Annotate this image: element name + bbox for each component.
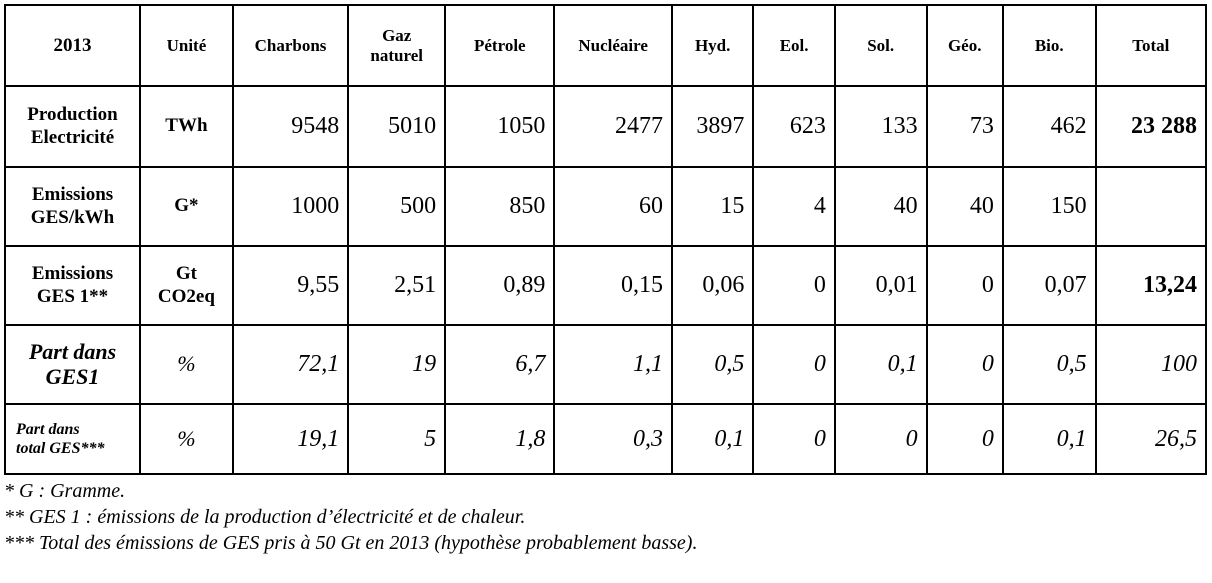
cell-total: 23 288 <box>1096 86 1206 167</box>
row-label: Part dans total GES*** <box>5 404 140 474</box>
cell-value: 0,1 <box>1003 404 1096 474</box>
row-unit: % <box>140 325 233 404</box>
cell-value: 6,7 <box>445 325 554 404</box>
header-gaz-naturel: Gaz naturel <box>348 5 445 86</box>
footnotes <box>4 478 1207 556</box>
header-bio: Bio. <box>1003 5 1096 86</box>
cell-value: 1,8 <box>445 404 554 474</box>
header-year: 2013 <box>5 5 140 86</box>
table-row <box>5 404 1206 474</box>
cell-value: 1050 <box>445 86 554 167</box>
cell-total <box>1096 167 1206 246</box>
cell-value: 462 <box>1003 86 1096 167</box>
cell-value: 0,15 <box>554 246 672 325</box>
cell-value: 0 <box>753 404 834 474</box>
cell-value: 1000 <box>233 167 348 246</box>
cell-value: 0 <box>753 246 834 325</box>
header-eol: Eol. <box>753 5 834 86</box>
footnote: ** GES 1 : émissions de la production d’électricité et de chaleur. <box>4 506 526 528</box>
cell-value: 0 <box>753 325 834 404</box>
header-geo: Géo. <box>927 5 1003 86</box>
document <box>4 4 1207 556</box>
footnote: *** Total des émissions de GES pris à 50 Gt en 2013 (hypothèse probablement basse). <box>4 532 698 554</box>
footnote: * G : Gramme. <box>4 480 126 502</box>
row-unit: % <box>140 404 233 474</box>
row-label: Emissions GES 1** <box>5 246 140 325</box>
cell-value: 73 <box>927 86 1003 167</box>
row-label: Emissions GES/kWh <box>5 167 140 246</box>
electricity-emissions-table <box>4 4 1207 475</box>
cell-value: 72,1 <box>233 325 348 404</box>
table-row <box>5 167 1206 246</box>
row-unit: TWh <box>140 86 233 167</box>
cell-value: 0 <box>927 404 1003 474</box>
cell-value: 4 <box>753 167 834 246</box>
cell-value: 0,3 <box>554 404 672 474</box>
cell-value: 0,01 <box>835 246 927 325</box>
cell-value: 0,5 <box>672 325 753 404</box>
header-hyd: Hyd. <box>672 5 753 86</box>
cell-value: 2477 <box>554 86 672 167</box>
cell-value: 0,5 <box>1003 325 1096 404</box>
cell-value: 5 <box>348 404 445 474</box>
cell-value: 0,89 <box>445 246 554 325</box>
cell-value: 0 <box>927 246 1003 325</box>
row-unit: G* <box>140 167 233 246</box>
cell-value: 850 <box>445 167 554 246</box>
cell-value: 500 <box>348 167 445 246</box>
header-nucleaire: Nucléaire <box>554 5 672 86</box>
cell-value: 0 <box>835 404 927 474</box>
cell-value: 3897 <box>672 86 753 167</box>
cell-value: 0,1 <box>835 325 927 404</box>
cell-value: 623 <box>753 86 834 167</box>
cell-total: 13,24 <box>1096 246 1206 325</box>
cell-value: 40 <box>835 167 927 246</box>
row-unit: Gt CO2eq <box>140 246 233 325</box>
cell-value: 60 <box>554 167 672 246</box>
cell-value: 0,1 <box>672 404 753 474</box>
header-row <box>5 5 1206 86</box>
table-row <box>5 246 1206 325</box>
cell-value: 150 <box>1003 167 1096 246</box>
header-total: Total <box>1096 5 1206 86</box>
cell-value: 19,1 <box>233 404 348 474</box>
cell-value: 0,07 <box>1003 246 1096 325</box>
cell-total: 26,5 <box>1096 404 1206 474</box>
cell-value: 9548 <box>233 86 348 167</box>
cell-value: 2,51 <box>348 246 445 325</box>
table-row <box>5 325 1206 404</box>
cell-value: 5010 <box>348 86 445 167</box>
table-row <box>5 86 1206 167</box>
row-label: Production Electricité <box>5 86 140 167</box>
header-petrole: Pétrole <box>445 5 554 86</box>
row-label: Part dans GES1 <box>5 325 140 404</box>
cell-value: 19 <box>348 325 445 404</box>
cell-value: 133 <box>835 86 927 167</box>
cell-total: 100 <box>1096 325 1206 404</box>
header-sol: Sol. <box>835 5 927 86</box>
cell-value: 15 <box>672 167 753 246</box>
header-unit: Unité <box>140 5 233 86</box>
cell-value: 9,55 <box>233 246 348 325</box>
cell-value: 0 <box>927 325 1003 404</box>
cell-value: 0,06 <box>672 246 753 325</box>
cell-value: 1,1 <box>554 325 672 404</box>
header-charbons: Charbons <box>233 5 348 86</box>
cell-value: 40 <box>927 167 1003 246</box>
